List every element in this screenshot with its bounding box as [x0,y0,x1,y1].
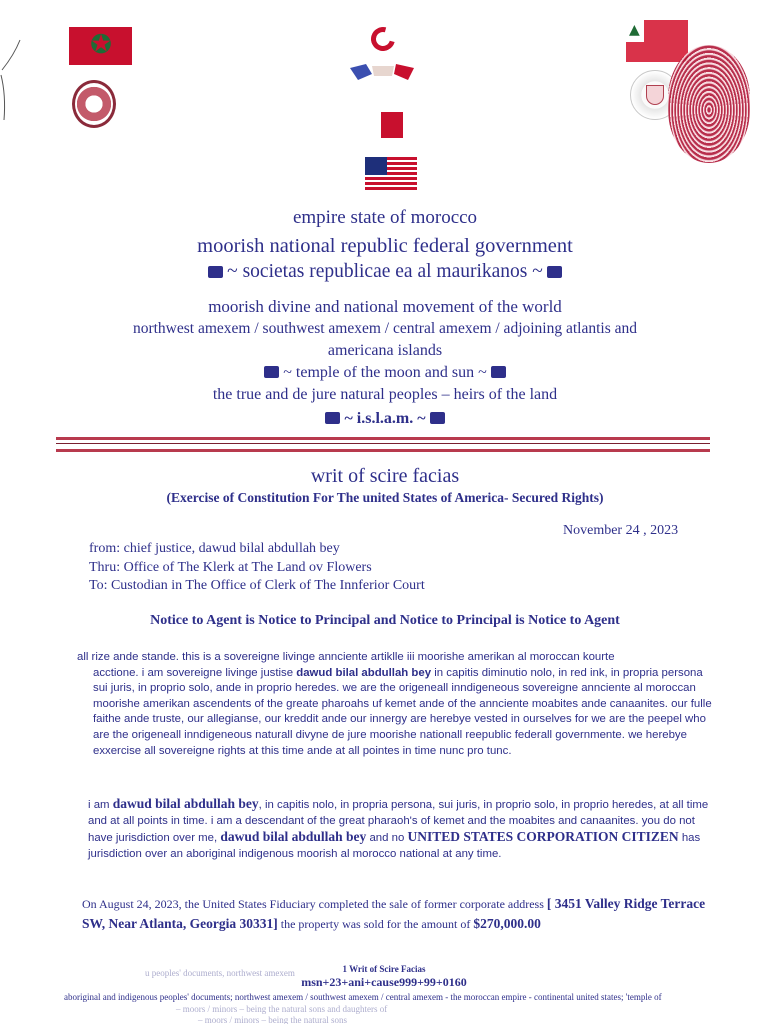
header-line-1: empire state of morocco [292,207,478,228]
author-name: dawud bilal abdullah bey [296,666,432,679]
divider [56,443,710,444]
header-line-7 [40,364,730,382]
header-line-6: americana islands [327,342,443,359]
emblem-icon [491,366,506,378]
tree-icon: ▲ [629,22,640,38]
paragraph-1-body: acctione. i am sovereigne livinge justise dawud bilal abdullah bey in capitis diminutio nolo, in red ink, in propria persona sui juris, in proprio solo, ande in proprio heredes. we are the origeneall inndigeneous sovereigne annciente al moroccan moorishe amerikan ascendents of the greate pharoahs uf kemet ande of the annciente moabites ande canaanites. our fulle faithe ande truste, our allegianse, our kreddit ande our innergy are herebye vested in ourselves for we are the peepel who are the origeneall inndigeneous naturall divyne de jure moorishe nationall reepublic federall governmente. we herebye exxercise all sovereigne rights at this time ande at all pointes in time nunc pro tunc. [93,666,712,757]
footer-title: 1 Writ of Scire Facias [342,964,426,974]
sale-amount: $270,000.00 [473,916,541,931]
footer-ghost-text: u peoples' documents, northwest amexem [145,968,295,978]
author-name: dawud bilal abdullah bey [220,829,367,845]
from-line: from: chief justice, dawud bilal abdullah bey [89,541,340,556]
header-line-9 [40,410,730,428]
author-name: dawud bilal abdullah bey [112,796,259,811]
emblem-icon [264,366,279,378]
notice-heading: Notice to Agent is Notice to Principal and Notice to Principal is Notice to Agent [150,613,620,628]
property-address: [ 3451 Valley Ridge Terrace SW, Near Atlanta, Georgia 30331] [82,896,706,931]
star-icon: ✪ [90,30,112,60]
entity-name: UNITED STATES CORPORATION CITIZEN [407,829,679,845]
paragraph-3: On August 24, 2023, the United States Fiduciary completed the sale of former corporate address [ 3451 Valley Ridge Terrace SW, Near Atlanta, Georgia 30331] the property was sold for the amount of $270,000.00 [82,896,706,931]
thumbprint-icon [668,45,750,163]
footer-ghost-text: – moors / minors – being the natural sons [198,1015,347,1024]
header-line-8: the true and de jure natural peoples – heirs of the land [212,386,558,403]
emblem-icon [325,412,340,424]
crescent-icon [367,23,400,56]
paragraph-2: i am dawud bilal abdullah bey, in capitis nolo, in propria persona, sui juris, in proprio solo, in proprio heredes, at all time and at all points in time. i am a descendant of the great pharaoh's of kemet and the moabites and canaanites. you do not have jurisdiction over me, dawud bilal abdullah bey and no UNITED STATES CORPORATION CITIZEN has jurisdiction over an aboriginal indigenous moorish al morocco national at any time. [88,796,709,860]
paragraph-1 [77,650,717,759]
footer-line: aboriginal and indigenous peoples' documents; northwest amexem / southwest amexem / central amexem - the moroccan empire - continental united states; 'temple of [64,992,662,1002]
emblem-icon [430,412,445,424]
paragraph-1-line-1: all rize ande stande. this is a sovereigne livinge annciente artiklle iii moorishe amerikan al moroccan kourte [77,651,615,663]
right-flag-icon [626,20,688,62]
small-flag-icon [381,112,403,138]
header-line-3 [40,261,730,283]
header-line-9-text: ~ i.s.l.a.m. ~ [344,410,426,427]
footer-code: msn+23+ani+cause999+99+0160 [301,975,467,989]
footer-ghost-text: – moors / minors – being the natural sons and daughters of [176,1004,388,1014]
document-date: November 24 , 2023 [563,523,679,538]
header-line-7-text: ~ temple of the moon and sun ~ [283,364,487,381]
header-line-2: moorish national republic federal government [197,235,573,257]
divider [56,449,710,452]
header-line-5: northwest amexem / southwest amexem / central amexem / adjoining atlantis and [132,320,638,337]
morocco-flag-icon [69,27,132,65]
divider [56,437,710,440]
thru-line: Thru: Office of The Klerk at The Land ov Flowers [89,560,372,575]
header-line-3-text: ~ societas republicae ea al maurikanos ~ [227,261,543,282]
document-title: writ of scire facias [310,465,460,487]
header-line-4: moorish divine and national movement of the world [208,297,562,316]
emblem-icon [547,266,562,278]
document-subtitle: (Exercise of Constitution For The united States of America- Secured Rights) [166,490,604,505]
margin-scribble [0,35,22,125]
to-line: To: Custodian in The Office of Clerk of The Innferior Court [89,578,425,593]
left-seal-icon [72,80,116,128]
handshake-icon [348,60,418,82]
us-flag-icon [365,157,417,191]
emblem-icon [208,266,223,278]
